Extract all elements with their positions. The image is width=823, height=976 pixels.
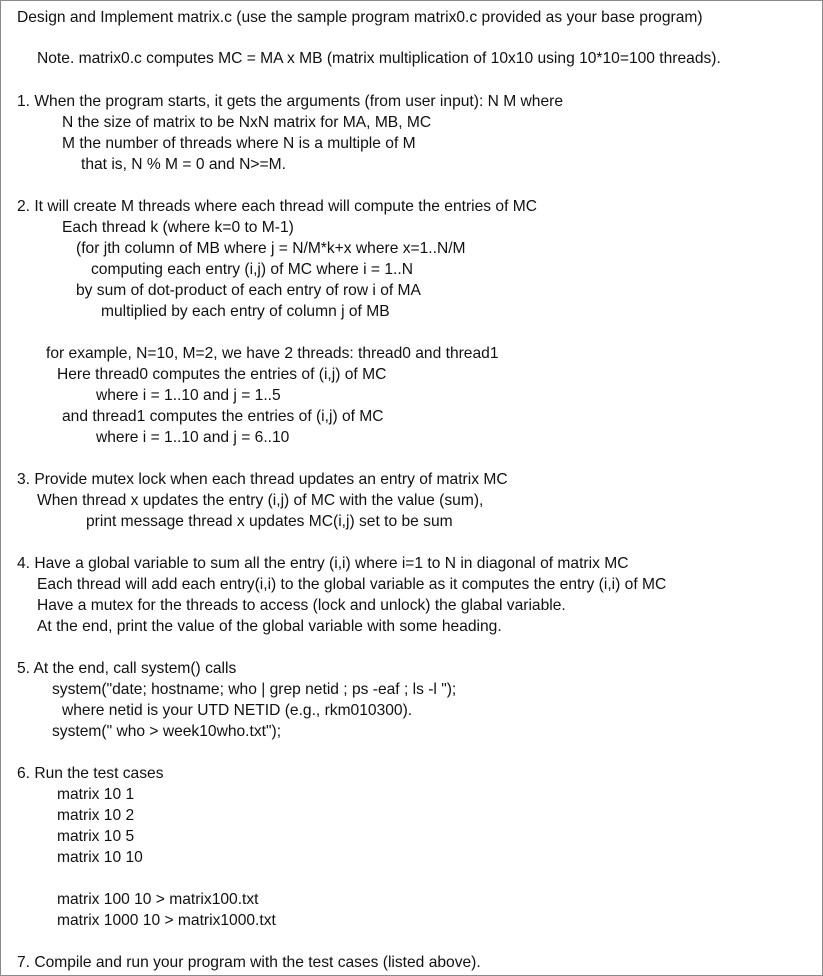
- step-3-detail: When thread x updates the entry (i,j) of MC with the value (sum),: [37, 492, 484, 509]
- test-case: matrix 10 5: [57, 828, 135, 845]
- step-4-detail: Have a mutex for the threads to access (lock and unlock) the glabal variable.: [37, 597, 566, 614]
- example-line: Here thread0 computes the entries of (i,j) of MC: [57, 366, 387, 383]
- step-1-detail: M the number of threads where N is a multiple of M: [62, 135, 416, 152]
- step-5-heading: 5. At the end, call system() calls: [17, 660, 237, 677]
- step-3-heading: 3. Provide mutex lock when each thread updates an entry of matrix MC: [17, 471, 508, 488]
- step-4-detail: At the end, print the value of the global variable with some heading.: [37, 618, 502, 635]
- step-5-code: system("date; hostname; who | grep netid ; ps -eaf ; ls -l ");: [52, 681, 457, 698]
- step-3-detail: print message thread x updates MC(i,j) set to be sum: [86, 513, 453, 530]
- test-case: matrix 10 10: [57, 849, 143, 866]
- step-2-heading: 2. It will create M threads where each thread will compute the entries of MC: [17, 198, 538, 215]
- note-line: Note. matrix0.c computes MC = MA x MB (matrix multiplication of 10x10 using 10*10=100 threads).: [37, 50, 721, 67]
- example-line: where i = 1..10 and j = 6..10: [96, 429, 290, 446]
- test-case: matrix 100 10 > matrix100.txt: [57, 891, 259, 908]
- step-1-detail: N the size of matrix to be NxN matrix for MA, MB, MC: [62, 114, 432, 131]
- step-4-detail: Each thread will add each entry(i,i) to the global variable as it computes the entry (i,i) of MC: [37, 576, 667, 593]
- step-2-detail: (for jth column of MB where j = N/M*k+x where x=1..N/M: [76, 240, 466, 257]
- test-case: matrix 10 2: [57, 807, 135, 824]
- step-2-detail: computing each entry (i,j) of MC where i = 1..N: [91, 261, 413, 278]
- test-case: matrix 10 1: [57, 786, 135, 803]
- step-5-code: system(" who > week10who.txt");: [52, 723, 282, 740]
- example-line: for example, N=10, M=2, we have 2 threads: thread0 and thread1: [46, 345, 499, 362]
- step-1-heading: 1. When the program starts, it gets the arguments (from user input): N M where: [17, 93, 563, 110]
- step-2-detail: by sum of dot-product of each entry of row i of MA: [76, 282, 421, 299]
- step-7-heading: 7. Compile and run your program with the test cases (listed above).: [17, 954, 481, 971]
- example-line: and thread1 computes the entries of (i,j) of MC: [62, 408, 384, 425]
- example-line: where i = 1..10 and j = 1..5: [96, 387, 281, 404]
- step-5-detail: where netid is your UTD NETID (e.g., rkm010300).: [62, 702, 413, 719]
- step-4-heading: 4. Have a global variable to sum all the entry (i,i) where i=1 to N in diagonal of matrix MC: [17, 555, 629, 572]
- step-2-detail: Each thread k (where k=0 to M-1): [62, 219, 294, 236]
- test-case: matrix 1000 10 > matrix1000.txt: [57, 912, 276, 929]
- step-2-detail: multiplied by each entry of column j of MB: [101, 303, 390, 320]
- step-1-detail: that is, N % M = 0 and N>=M.: [81, 156, 286, 173]
- step-6-heading: 6. Run the test cases: [17, 765, 164, 782]
- document-title: Design and Implement matrix.c (use the sample program matrix0.c provided as your base program): [17, 9, 703, 26]
